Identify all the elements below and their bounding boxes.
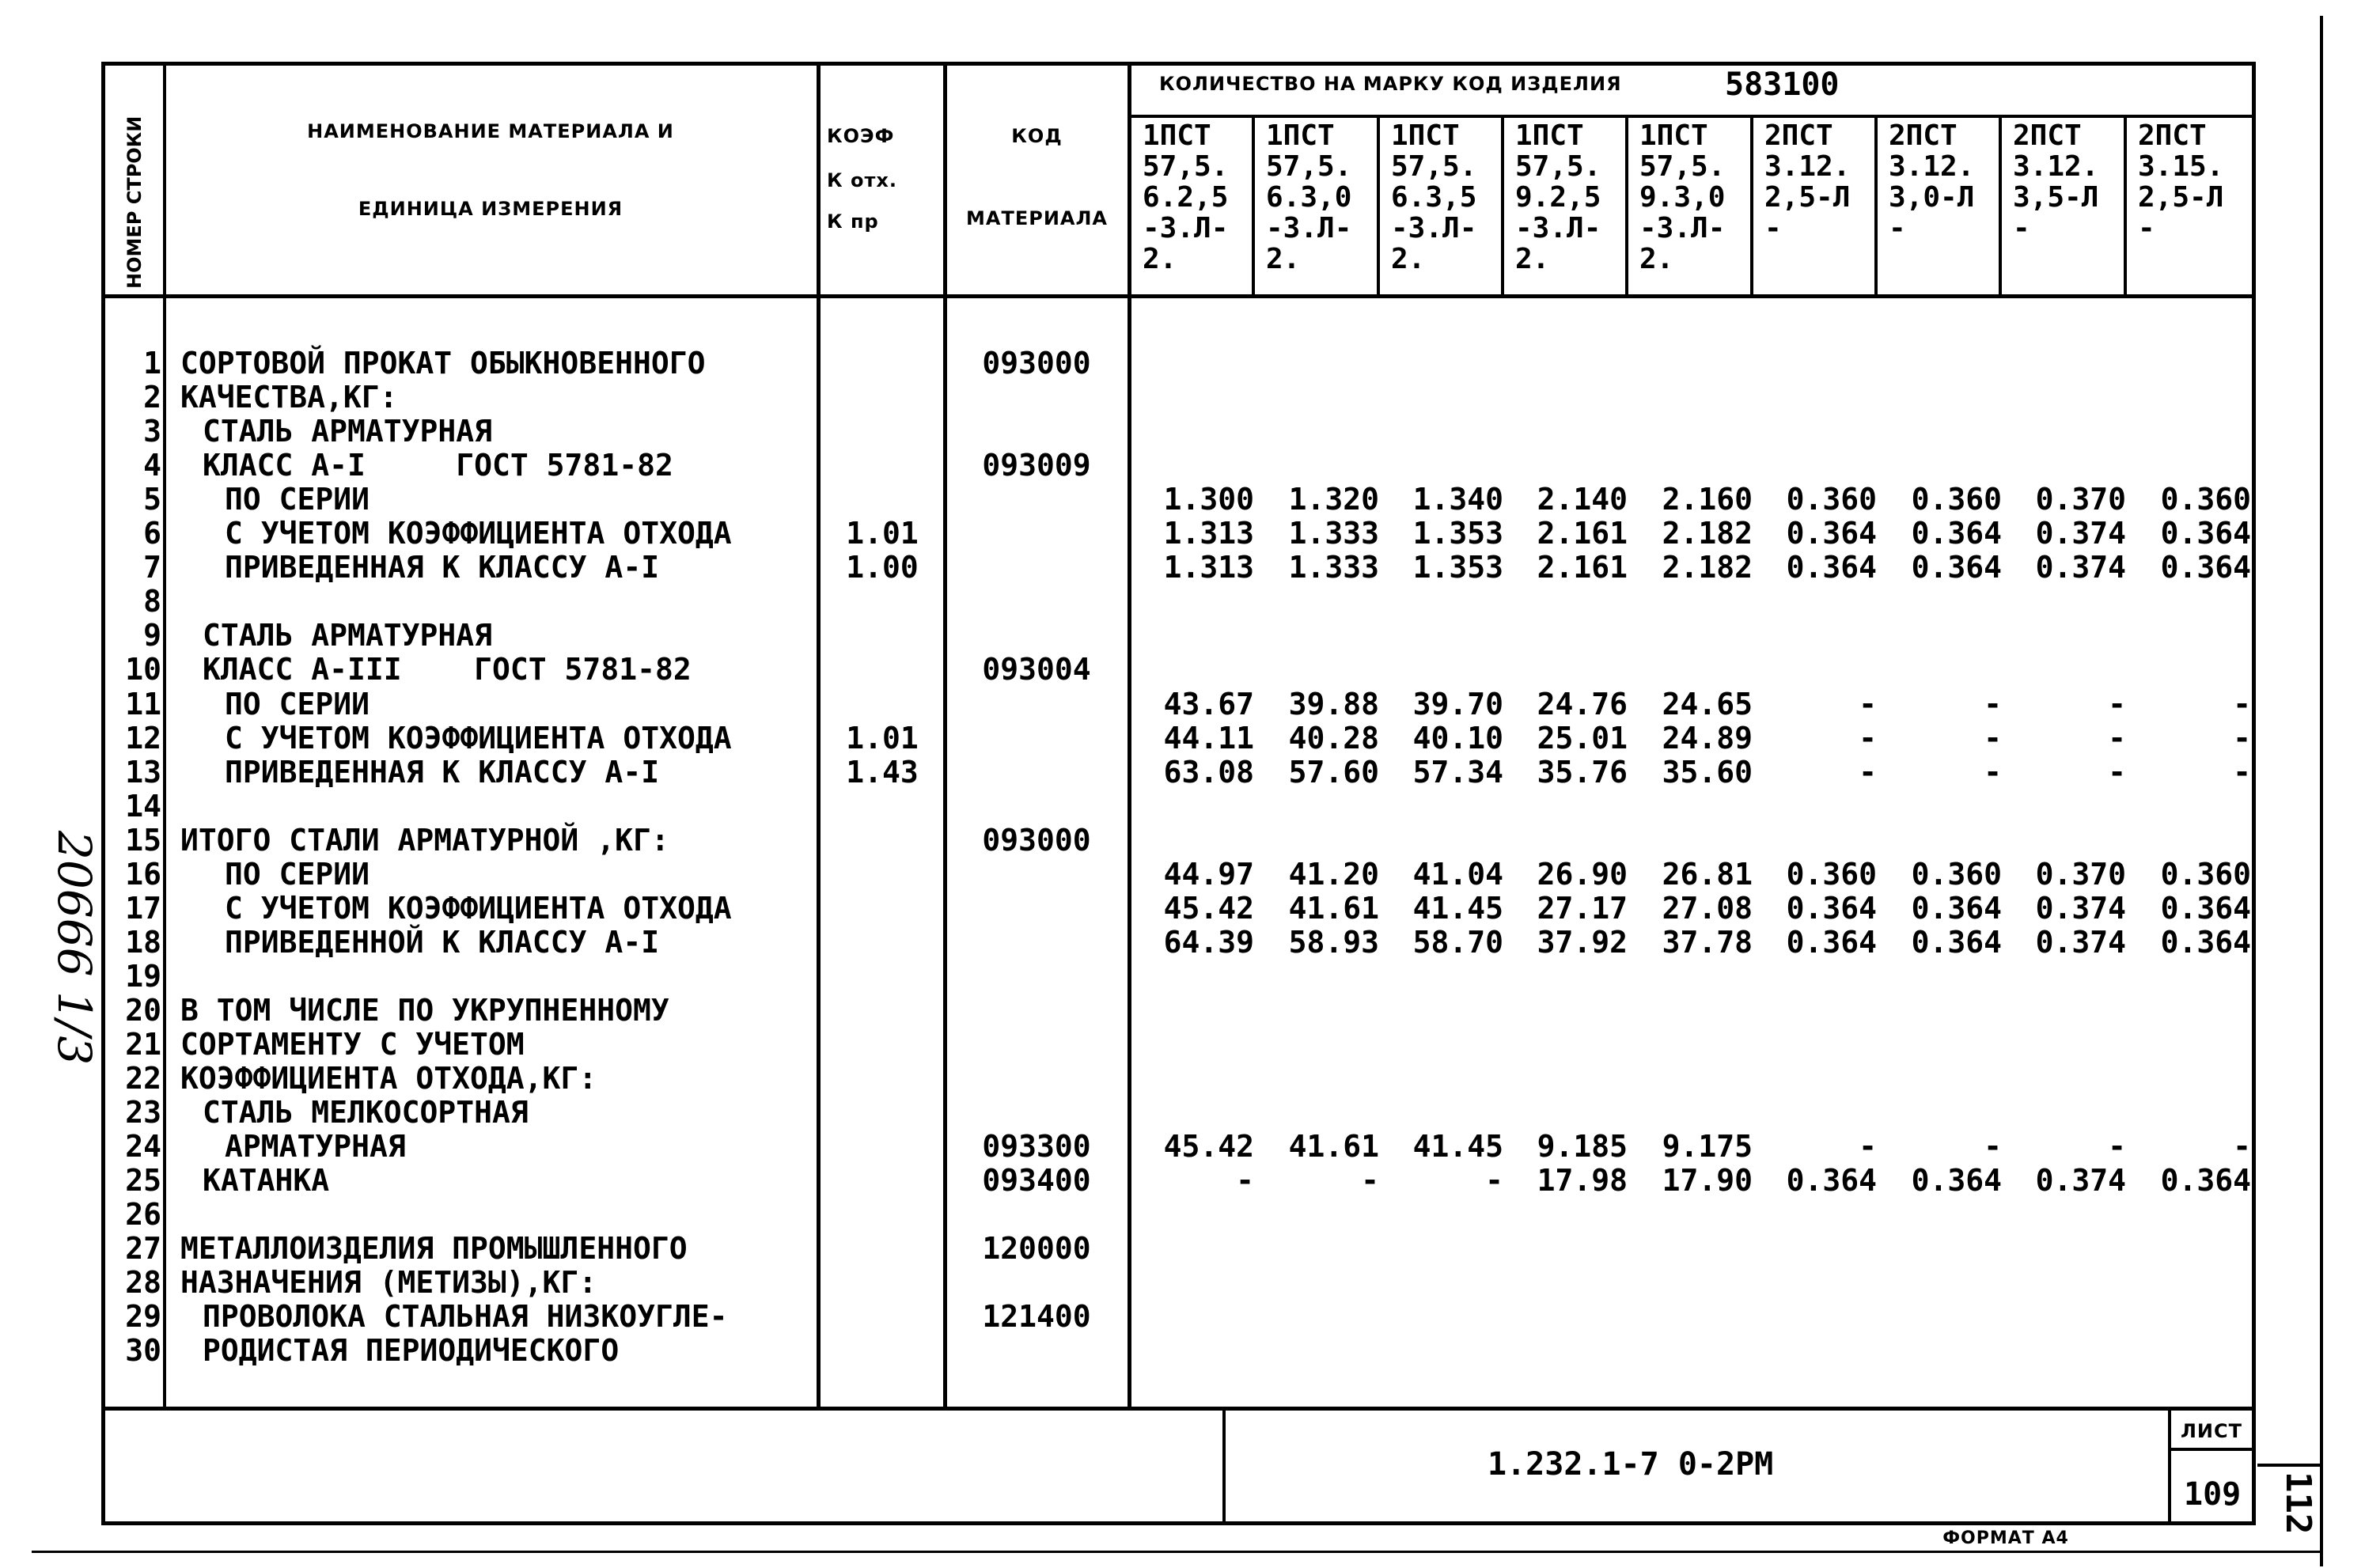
- row-value: -: [1236, 1163, 1254, 1198]
- row-value: -: [1361, 1163, 1379, 1198]
- row-value: -: [2108, 721, 2126, 756]
- row-number: 24: [125, 1129, 161, 1164]
- mark-header-line: -3.Л-: [1391, 212, 1477, 244]
- mark-header: [1380, 120, 1476, 291]
- mark-header-line: 2ПСТ: [2013, 119, 2082, 152]
- row-name: МЕТАЛЛОИЗДЕЛИЯ ПРОМЫШЛЕННОГО: [180, 1231, 688, 1266]
- side-page-number: 112: [2278, 1471, 2318, 1535]
- row-value: 1.353: [1412, 516, 1503, 551]
- mark-header-line: 1ПСТ: [1639, 119, 1708, 152]
- row-value: 41.04: [1412, 857, 1503, 892]
- mark-header-line: 57,5.: [1143, 150, 1229, 183]
- row-value: -: [2233, 1129, 2251, 1164]
- row-name: КОЭФФИЦИЕНТА ОТХОДА,КГ:: [180, 1061, 597, 1096]
- row-value: 27.17: [1537, 891, 1628, 926]
- row-number: 1: [143, 346, 161, 381]
- row-value: 0.364: [1786, 550, 1877, 585]
- row-number: 10: [125, 652, 161, 687]
- row-value: 63.08: [1163, 755, 1254, 790]
- mark-header-line: 6.2,5: [1143, 181, 1229, 214]
- row-value: 0.374: [2035, 925, 2126, 960]
- row-value: 57.34: [1412, 755, 1503, 790]
- row-number: 18: [125, 925, 161, 960]
- vline-3: [943, 62, 947, 1408]
- row-value: 2.140: [1537, 482, 1628, 517]
- row-name: СТАЛЬ АРМАТУРНАЯ: [203, 414, 493, 449]
- row-value: 41.61: [1288, 1129, 1379, 1164]
- row-value: 0.364: [2160, 1163, 2251, 1198]
- row-value: -: [2233, 755, 2251, 790]
- mark-header-line: -: [1764, 212, 1782, 244]
- row-value: 1.320: [1288, 482, 1379, 517]
- row-value: -: [1859, 721, 1877, 756]
- row-value: 0.364: [1911, 550, 2002, 585]
- row-value: 0.364: [2160, 516, 2251, 551]
- row-value: 35.60: [1662, 755, 1753, 790]
- row-number: 22: [125, 1061, 161, 1096]
- mark-header: [1255, 120, 1351, 291]
- row-name: В ТОМ ЧИСЛЕ ПО УКРУПНЕННОМУ: [180, 993, 669, 1028]
- mark-header-line: 2.: [1266, 243, 1301, 275]
- name-header-line2: ЕДИНИЦА ИЗМЕРЕНИЯ: [358, 198, 623, 220]
- row-code: 093000: [982, 346, 1091, 381]
- mark-header-line: 2ПСТ: [1764, 119, 1833, 152]
- row-name: ПО СЕРИИ: [225, 687, 370, 722]
- row-value: 40.28: [1288, 721, 1379, 756]
- row-code: 093000: [982, 823, 1091, 858]
- sheet-label: ЛИСТ: [2180, 1420, 2242, 1442]
- mark-header-line: 9.3,0: [1639, 181, 1726, 214]
- vline-1: [163, 62, 166, 1408]
- row-value: -: [2108, 1129, 2126, 1164]
- qty-header-divider: [1130, 115, 2253, 118]
- row-value: 0.360: [1911, 857, 2002, 892]
- mark-header-line: 3.12.: [2013, 150, 2099, 183]
- row-value: 37.92: [1537, 925, 1628, 960]
- row-value: 0.364: [1786, 1163, 1877, 1198]
- row-code: 093400: [982, 1163, 1091, 1198]
- row-name: ПО СЕРИИ: [225, 482, 370, 517]
- mark-header-line: -: [1889, 212, 1906, 244]
- coef-header-line1: КОЭФ: [827, 125, 895, 147]
- row-value: -: [1984, 1129, 2002, 1164]
- mark-header-line: 1ПСТ: [1391, 119, 1460, 152]
- row-number: 5: [143, 482, 161, 517]
- row-value: 0.364: [1911, 925, 2002, 960]
- mark-header: [1753, 120, 1850, 291]
- row-value: -: [2108, 755, 2126, 790]
- row-value: 0.374: [2035, 550, 2126, 585]
- mark-header: [1628, 120, 1725, 291]
- header-divider: [101, 294, 2255, 298]
- row-value: 25.01: [1537, 721, 1628, 756]
- name-header-line1: НАИМЕНОВАНИЕ МАТЕРИАЛА И: [307, 120, 674, 142]
- mark-header-line: 2,5-Л: [2138, 181, 2224, 214]
- row-number-header: НОМЕР СТРОКИ: [123, 116, 146, 289]
- row-value: 0.374: [2035, 1163, 2126, 1198]
- row-value: 24.89: [1662, 721, 1753, 756]
- row-value: -: [2108, 687, 2126, 722]
- mark-header-line: 3.15.: [2138, 150, 2224, 183]
- row-value: 9.185: [1537, 1129, 1628, 1164]
- mark-header: [2127, 120, 2223, 291]
- row-number: 3: [143, 414, 161, 449]
- mark-header-line: -3.Л-: [1515, 212, 1601, 244]
- row-code: 120000: [982, 1231, 1091, 1266]
- row-coef: 1.00: [846, 550, 919, 585]
- row-value: -: [1859, 1129, 1877, 1164]
- mark-header: [2002, 120, 2098, 291]
- row-value: 0.360: [2160, 482, 2251, 517]
- row-number: 12: [125, 721, 161, 756]
- row-value: 1.353: [1412, 550, 1503, 585]
- page-box-top: [2257, 1464, 2322, 1467]
- row-value: 44.11: [1163, 721, 1254, 756]
- row-value: 0.360: [1786, 482, 1877, 517]
- row-value: 45.42: [1163, 891, 1254, 926]
- row-name: ПРОВОЛОКА СТАЛЬНАЯ НИЗКОУГЛЕ-: [203, 1299, 728, 1334]
- handwritten-number: 20666 1/3: [47, 831, 101, 1066]
- vline-2: [817, 62, 821, 1408]
- mark-header-line: 3,0-Л: [1889, 181, 1975, 214]
- row-name: КАЧЕСТВА,КГ:: [180, 380, 398, 415]
- row-name: СОРТОВОЙ ПРОКАТ ОБЫКНОВЕННОГО: [180, 346, 706, 381]
- row-value: 26.81: [1662, 857, 1753, 892]
- row-value: 39.88: [1288, 687, 1379, 722]
- stamp-vline-sheet: [2168, 1407, 2171, 1524]
- row-name: РОДИСТАЯ ПЕРИОДИЧЕСКОГО: [203, 1333, 620, 1368]
- mark-header-line: 2ПСТ: [2138, 119, 2207, 152]
- row-code: 093009: [982, 448, 1091, 483]
- row-name: КЛАСС А-I ГОСТ 5781-82: [203, 448, 673, 483]
- row-value: -: [1984, 755, 2002, 790]
- frame-top: [101, 62, 2255, 66]
- footer-divider: [101, 1407, 2255, 1411]
- row-value: -: [2233, 721, 2251, 756]
- mark-header-line: -3.Л-: [1266, 212, 1352, 244]
- row-number: 20: [125, 993, 161, 1028]
- row-number: 25: [125, 1163, 161, 1198]
- mark-header: [1504, 120, 1601, 291]
- frame-bottom: [101, 1521, 2255, 1525]
- row-number: 16: [125, 857, 161, 892]
- mark-header-line: 1ПСТ: [1515, 119, 1584, 152]
- row-name: С УЧЕТОМ КОЭФФИЦИЕНТА ОТХОДА: [225, 721, 732, 756]
- row-number: 8: [143, 584, 161, 619]
- row-value: 0.374: [2035, 516, 2126, 551]
- row-value: 0.364: [1786, 925, 1877, 960]
- row-value: 64.39: [1163, 925, 1254, 960]
- row-value: 2.161: [1537, 516, 1628, 551]
- mark-header-line: 9.2,5: [1515, 181, 1601, 214]
- mark-header-line: 2.: [1639, 243, 1674, 275]
- row-value: 0.364: [1911, 891, 2002, 926]
- row-name: КАТАНКА: [203, 1163, 330, 1198]
- row-name: АРМАТУРНАЯ: [225, 1129, 406, 1164]
- format-label: ФОРМАТ А4: [1942, 1528, 2069, 1548]
- row-number: 2: [143, 380, 161, 415]
- product-code: 583100: [1725, 66, 1840, 103]
- row-value: 1.340: [1412, 482, 1503, 517]
- row-value: 35.76: [1537, 755, 1628, 790]
- row-value: 58.70: [1412, 925, 1503, 960]
- row-number: 14: [125, 789, 161, 824]
- row-number: 26: [125, 1197, 161, 1232]
- mark-header-line: 2.: [1515, 243, 1550, 275]
- row-code: 093300: [982, 1129, 1091, 1164]
- row-coef: 1.01: [846, 721, 919, 756]
- mark-header-line: 3.12.: [1764, 150, 1851, 183]
- row-value: 0.364: [2160, 925, 2251, 960]
- mark-header: [1131, 120, 1228, 291]
- row-value: 57.60: [1288, 755, 1379, 790]
- frame-right: [2252, 62, 2256, 1525]
- row-value: 43.67: [1163, 687, 1254, 722]
- sheet-number: 109: [2184, 1476, 2242, 1513]
- row-value: 41.45: [1412, 891, 1503, 926]
- row-value: 0.360: [2160, 857, 2251, 892]
- mark-header-line: 57,5.: [1391, 150, 1477, 183]
- mark-header-line: 3.12.: [1889, 150, 1975, 183]
- row-value: 41.61: [1288, 891, 1379, 926]
- row-name: ПРИВЕДЕННАЯ К КЛАССУ А-I: [225, 755, 660, 790]
- mark-header-line: -: [2013, 212, 2030, 244]
- row-name: ПО СЕРИИ: [225, 857, 370, 892]
- row-value: 2.182: [1662, 516, 1753, 551]
- row-code: 093004: [982, 652, 1091, 687]
- row-number: 21: [125, 1027, 161, 1062]
- stamp-hline-sheet: [2168, 1448, 2253, 1451]
- row-value: 0.364: [1786, 516, 1877, 551]
- row-value: 1.333: [1288, 550, 1379, 585]
- row-value: -: [2233, 687, 2251, 722]
- mark-header-line: 2ПСТ: [1889, 119, 1958, 152]
- row-name: ПРИВЕДЕННОЙ К КЛАССУ А-I: [225, 925, 660, 960]
- row-value: 2.160: [1662, 482, 1753, 517]
- mark-header-line: -3.Л-: [1639, 212, 1726, 244]
- row-value: 41.20: [1288, 857, 1379, 892]
- row-value: 37.78: [1662, 925, 1753, 960]
- qty-label: КОЛИЧЕСТВО НА МАРКУ КОД ИЗДЕЛИЯ: [1159, 73, 1622, 95]
- row-value: 17.90: [1662, 1163, 1753, 1198]
- row-name: С УЧЕТОМ КОЭФФИЦИЕНТА ОТХОДА: [225, 516, 732, 551]
- row-coef: 1.01: [846, 516, 919, 551]
- row-number: 13: [125, 755, 161, 790]
- mark-header-line: 2.: [1391, 243, 1426, 275]
- row-number: 15: [125, 823, 161, 858]
- row-name: СОРТАМЕНТУ С УЧЕТОМ: [180, 1027, 525, 1062]
- mark-header-line: -: [2138, 212, 2155, 244]
- doc-code: 1.232.1-7 0-2РМ: [1488, 1446, 1774, 1483]
- row-value: 0.364: [2160, 891, 2251, 926]
- row-value: 26.90: [1537, 857, 1628, 892]
- row-value: -: [1984, 721, 2002, 756]
- row-value: 17.98: [1537, 1163, 1628, 1198]
- row-number: 29: [125, 1299, 161, 1334]
- mark-header-line: 57,5.: [1639, 150, 1726, 183]
- row-value: 2.182: [1662, 550, 1753, 585]
- row-value: 58.93: [1288, 925, 1379, 960]
- row-value: 0.370: [2035, 857, 2126, 892]
- outer-right-rule: [2320, 16, 2323, 1566]
- mark-header-line: 6.3,0: [1266, 181, 1352, 214]
- row-value: 41.45: [1412, 1129, 1503, 1164]
- row-number: 7: [143, 550, 161, 585]
- mark-header-line: -3.Л-: [1143, 212, 1229, 244]
- row-name: ИТОГО СТАЛИ АРМАТУРНОЙ ,КГ:: [180, 823, 669, 858]
- row-value: -: [1859, 755, 1877, 790]
- row-value: 0.364: [1786, 891, 1877, 926]
- mark-header-line: 2,5-Л: [1764, 181, 1851, 214]
- stamp-vline: [1222, 1407, 1226, 1524]
- row-value: 0.364: [1911, 1163, 2002, 1198]
- row-value: 9.175: [1662, 1129, 1753, 1164]
- coef-header-line2: К отх.: [827, 169, 897, 191]
- row-value: 24.76: [1537, 687, 1628, 722]
- mark-header-line: 1ПСТ: [1143, 119, 1211, 152]
- row-value: 0.370: [2035, 482, 2126, 517]
- mark-header-line: 3,5-Л: [2013, 181, 2099, 214]
- row-value: 39.70: [1412, 687, 1503, 722]
- row-number: 27: [125, 1231, 161, 1266]
- row-number: 28: [125, 1265, 161, 1300]
- outer-bottom-rule: [32, 1551, 2322, 1553]
- mark-header-line: 2.: [1143, 243, 1177, 275]
- code-header-line1: КОД: [1011, 125, 1063, 147]
- row-name: КЛАСС А-III ГОСТ 5781-82: [203, 652, 692, 687]
- row-number: 30: [125, 1333, 161, 1368]
- row-value: 44.97: [1163, 857, 1254, 892]
- row-name: НАЗНАЧЕНИЯ (МЕТИЗЫ),КГ:: [180, 1265, 597, 1300]
- row-number: 6: [143, 516, 161, 551]
- row-name: СТАЛЬ МЕЛКОСОРТНАЯ: [203, 1095, 529, 1130]
- mark-header-line: 57,5.: [1266, 150, 1352, 183]
- row-value: 1.333: [1288, 516, 1379, 551]
- row-value: -: [1984, 687, 2002, 722]
- mark-header-line: 57,5.: [1515, 150, 1601, 183]
- row-value: 1.300: [1163, 482, 1254, 517]
- row-value: 0.364: [2160, 550, 2251, 585]
- row-code: 121400: [982, 1299, 1091, 1334]
- coef-header-line3: К пр: [827, 210, 879, 233]
- row-value: 27.08: [1662, 891, 1753, 926]
- row-value: 1.313: [1163, 550, 1254, 585]
- row-value: -: [1859, 687, 1877, 722]
- row-number: 17: [125, 891, 161, 926]
- row-coef: 1.43: [846, 755, 919, 790]
- row-value: 0.364: [1911, 516, 2002, 551]
- row-name: ПРИВЕДЕННАЯ К КЛАССУ А-I: [225, 550, 660, 585]
- row-value: 1.313: [1163, 516, 1254, 551]
- mark-header-line: 1ПСТ: [1266, 119, 1335, 152]
- row-name: С УЧЕТОМ КОЭФФИЦИЕНТА ОТХОДА: [225, 891, 732, 926]
- row-value: 0.360: [1911, 482, 2002, 517]
- row-value: 0.374: [2035, 891, 2126, 926]
- row-name: СТАЛЬ АРМАТУРНАЯ: [203, 618, 493, 653]
- row-number: 4: [143, 448, 161, 483]
- row-number: 11: [125, 687, 161, 722]
- mark-header: [1878, 120, 1974, 291]
- row-value: 0.360: [1786, 857, 1877, 892]
- code-header-line2: МАТЕРИАЛА: [966, 207, 1108, 229]
- row-number: 9: [143, 618, 161, 653]
- row-value: 45.42: [1163, 1129, 1254, 1164]
- row-value: 2.161: [1537, 550, 1628, 585]
- mark-header-line: 6.3,5: [1391, 181, 1477, 214]
- row-value: 40.10: [1412, 721, 1503, 756]
- row-number: 23: [125, 1095, 161, 1130]
- row-value: 24.65: [1662, 687, 1753, 722]
- row-value: -: [1485, 1163, 1503, 1198]
- row-number: 19: [125, 959, 161, 994]
